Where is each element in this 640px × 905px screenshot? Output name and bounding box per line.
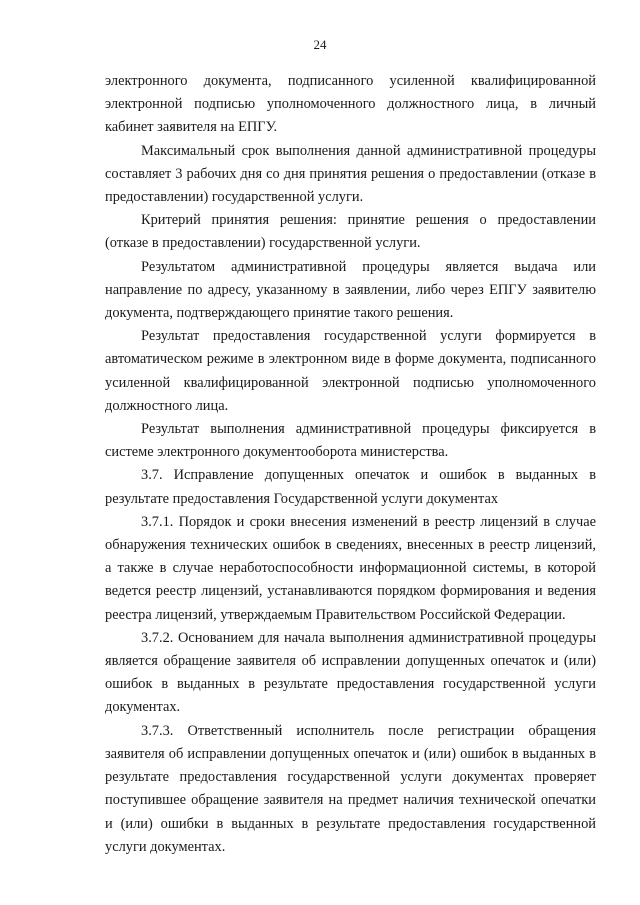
- paragraph-procedure-result: Результатом административной процедуры является выдача или направление по адресу, указанному в заявлении, либо через ЕПГУ заявителю документа, подтверждающего принятие такого решения.: [105, 258, 596, 322]
- paragraph-3-7-1: 3.7.1. Порядок и сроки внесения изменений в реестр лицензий в случае обнаружения технических ошибок в сведениях, внесенных в реестр лицензий, а также в случае неработоспособности информационной системы, в которой ведется реестр лицензий, устанавливаются порядком формирования и ведения реестра лицензий, утверждаемым Правительством Российской Федерации.: [105, 513, 596, 623]
- section-heading-3-7: 3.7. Исправление допущенных опечаток и ошибок в выданных в результате предоставления Государственной услуги документах: [105, 467, 596, 507]
- paragraph-max-term: Максимальный срок выполнения данной административной процедуры составляет 3 рабочих дня со дня принятия решения о предоставлении (отказе в предоставлении) государственной услуги.: [105, 142, 596, 206]
- paragraph-result-recording: Результат выполнения административной процедуры фиксируется в системе электронного документооборота министерства.: [105, 421, 596, 461]
- paragraph-3-7-3: 3.7.3. Ответственный исполнитель после регистрации обращения заявителя об исправлении допущенных опечаток и (или) ошибок в выданных в результате предоставления государственной услуги документах проверяет поступившее обращение заявителя на предмет наличия технической опечатки и (или) ошибки в выданных в результате предоставления государственной услуги документах.: [105, 722, 596, 855]
- paragraph-continuation: электронного документа, подписанного усиленной квалифицированной электронной подписью уполномоченного должностного лица, в личный кабинет заявителя на ЕПГУ.: [105, 73, 596, 136]
- document-body: [105, 70, 596, 859]
- paragraph-decision-criterion: Критерий принятия решения: принятие решения о предоставлении (отказе в предоставлении) государственной услуги.: [105, 212, 596, 252]
- page-number: 24: [313, 37, 327, 52]
- paragraph-service-result-format: Результат предоставления государственной услуги формируется в автоматическом режиме в электронном виде в форме документа, подписанного усиленной квалифицированной электронной подписью уполномоченного должностного лица.: [105, 328, 596, 414]
- paragraph-3-7-2: 3.7.2. Основанием для начала выполнения административной процедуры является обращение заявителя об исправлении допущенных опечаток и (или) ошибок в выданных в результате предоставления государственной услуги документах.: [105, 629, 596, 716]
